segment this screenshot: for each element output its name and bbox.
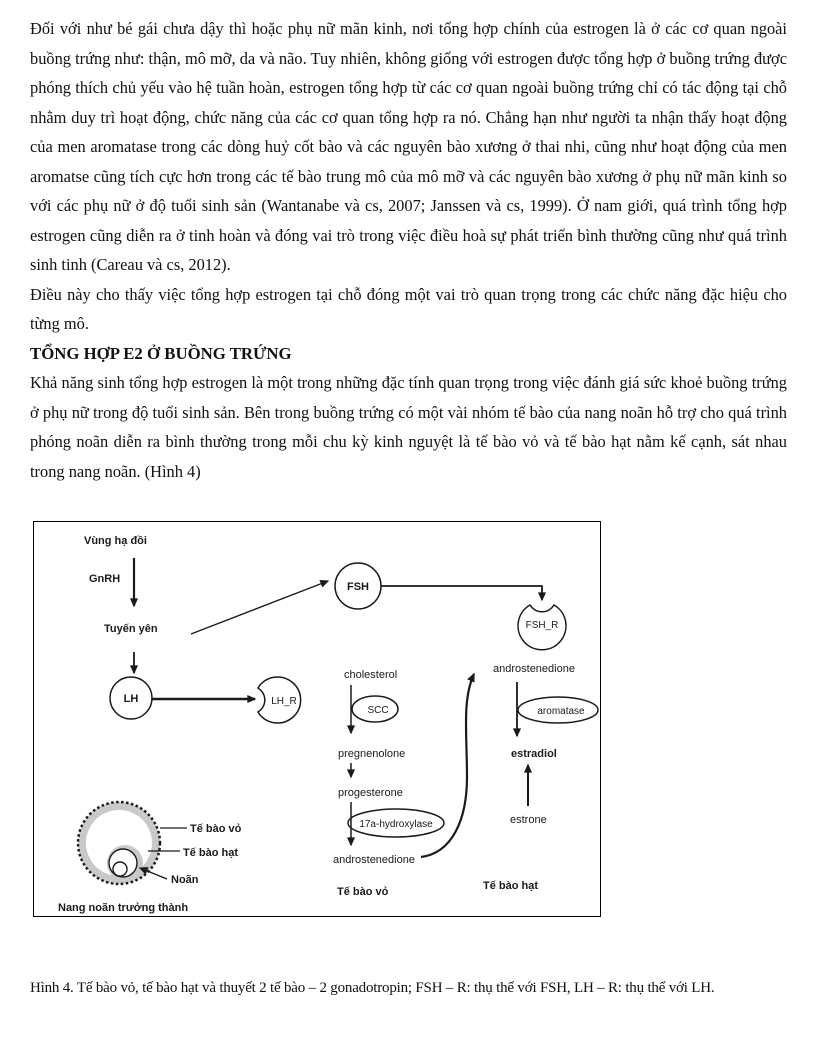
granulosa-compartment-label: Tế bào hạt — [483, 880, 539, 892]
lh-label: LH — [123, 693, 139, 705]
follicle-oocyte-label: Noãn — [171, 874, 199, 886]
pregnenolone-label: pregnenolone — [338, 748, 406, 760]
follicle-caption: Nang noãn trưởng thành — [58, 902, 189, 914]
scc-enzyme-label: SCC — [367, 705, 389, 716]
section-heading: TỔNG HỢP E2 Ở BUỒNG TRỨNG — [30, 343, 292, 363]
follicle-theca-label: Tế bào vỏ — [190, 823, 242, 835]
estradiol-label: estradiol — [511, 748, 557, 760]
fsh-label: FSH — [347, 581, 369, 593]
lh-receptor-label: LH_R — [271, 696, 297, 707]
fsh-receptor-label: FSH_R — [525, 620, 559, 631]
paragraph-local-synthesis: Điều này cho thấy việc tổng hợp estrogen tại chỗ đóng một vai trò quan trọng trong các chức năng đặc hiệu cho từng mô. — [30, 284, 787, 333]
paragraph-estrogen-extragonadal: Đối với như bé gái chưa dậy thì hoặc phụ nữ mãn kinh, nơi tổng hợp chính của estrogen là ở các cơ quan ngoài buồng trứng như: thận, mô mỡ, da và não. Tuy nhiên, không giống với estrogen được tổng hợp ở buồng trứng được phóng thích chủ yếu vào hệ tuần hoàn, estrogen tổng hợp từ các cơ quan ngoài buồng trứng chỉ có tác động tại chỗ nhằm duy trì hoạt động, chức năng của các cơ quan tổng hợp ra nó. Chẳng hạn như người ta nhận thấy hoạt động của men aromatase trong các dòng huỷ cốt bào và các nguyên bào xương ở thai nhi, cũng như hoạt động của men aromatse cũng tích cực hơn trong các tế bào trung mô của mô mỡ và các nguyên bào xương ở phụ nữ mãn kinh so với các phụ nữ ở độ tuổi sinh sản (Wantanabe và cs, 2007; Janssen và cs, 1999). Ở nam giới, quá trình tổng hợp estrogen cũng diễn ra ở tinh hoàn và đóng vai trò trong việc điều hoà sự phát triển bình thường cũng như quá trình sinh tinh (Careau và cs, 2012). — [30, 19, 787, 274]
two-cell-gonadotropin-diagram — [34, 522, 600, 916]
figure-4-diagram — [33, 521, 601, 917]
aromatase-label: aromatase — [537, 706, 585, 717]
estrone-label: estrone — [510, 814, 547, 826]
androstenedione-theca-label: androstenedione — [333, 854, 415, 866]
fsh-to-receptor-arrow — [381, 586, 542, 600]
androstenedione-granulosa-label: androstenedione — [493, 663, 575, 675]
follicle-granulosa-label: Tế bào hạt — [183, 847, 239, 859]
follicle-nucleus — [113, 862, 127, 876]
pituitary-to-fsh-arrow — [191, 581, 328, 634]
figure-caption: Hình 4. Tế bào vỏ, tế bào hạt và thuyết 2 tế bào – 2 gonadotropin; FSH – R: thụ thể với FSH, LH – R: thụ thể với LH. — [30, 980, 715, 996]
hydroxylase-label: 17a-hydroxylase — [359, 819, 433, 830]
gnrh-label: GnRH — [89, 573, 121, 585]
cholesterol-label: cholesterol — [344, 669, 398, 681]
mature-follicle-drawing — [58, 802, 242, 914]
theca-compartment-label: Tế bào vỏ — [337, 886, 389, 898]
paragraph-ovary-synthesis: Khả năng sinh tổng hợp estrogen là một trong những đặc tính quan trọng trong việc đánh giá sức khoẻ buồng trứng ở phụ nữ trong độ tuổi sinh sản. Bên trong buồng trứng có một vài nhóm tế bào của nang noãn hỗ trợ cho quá trình phóng noãn diễn ra bình thường trong mỗi chu kỳ kinh nguyệt là tế bào vỏ và tế bào hạt nằm kế cạnh, sát nhau trong nang noãn. (Hình 4) — [30, 373, 787, 481]
pituitary-label: Tuyến yên — [104, 623, 158, 635]
progesterone-label: progesterone — [338, 787, 403, 799]
hypothalamus-label: Vùng hạ đồi — [84, 535, 147, 547]
body-text — [30, 14, 787, 486]
